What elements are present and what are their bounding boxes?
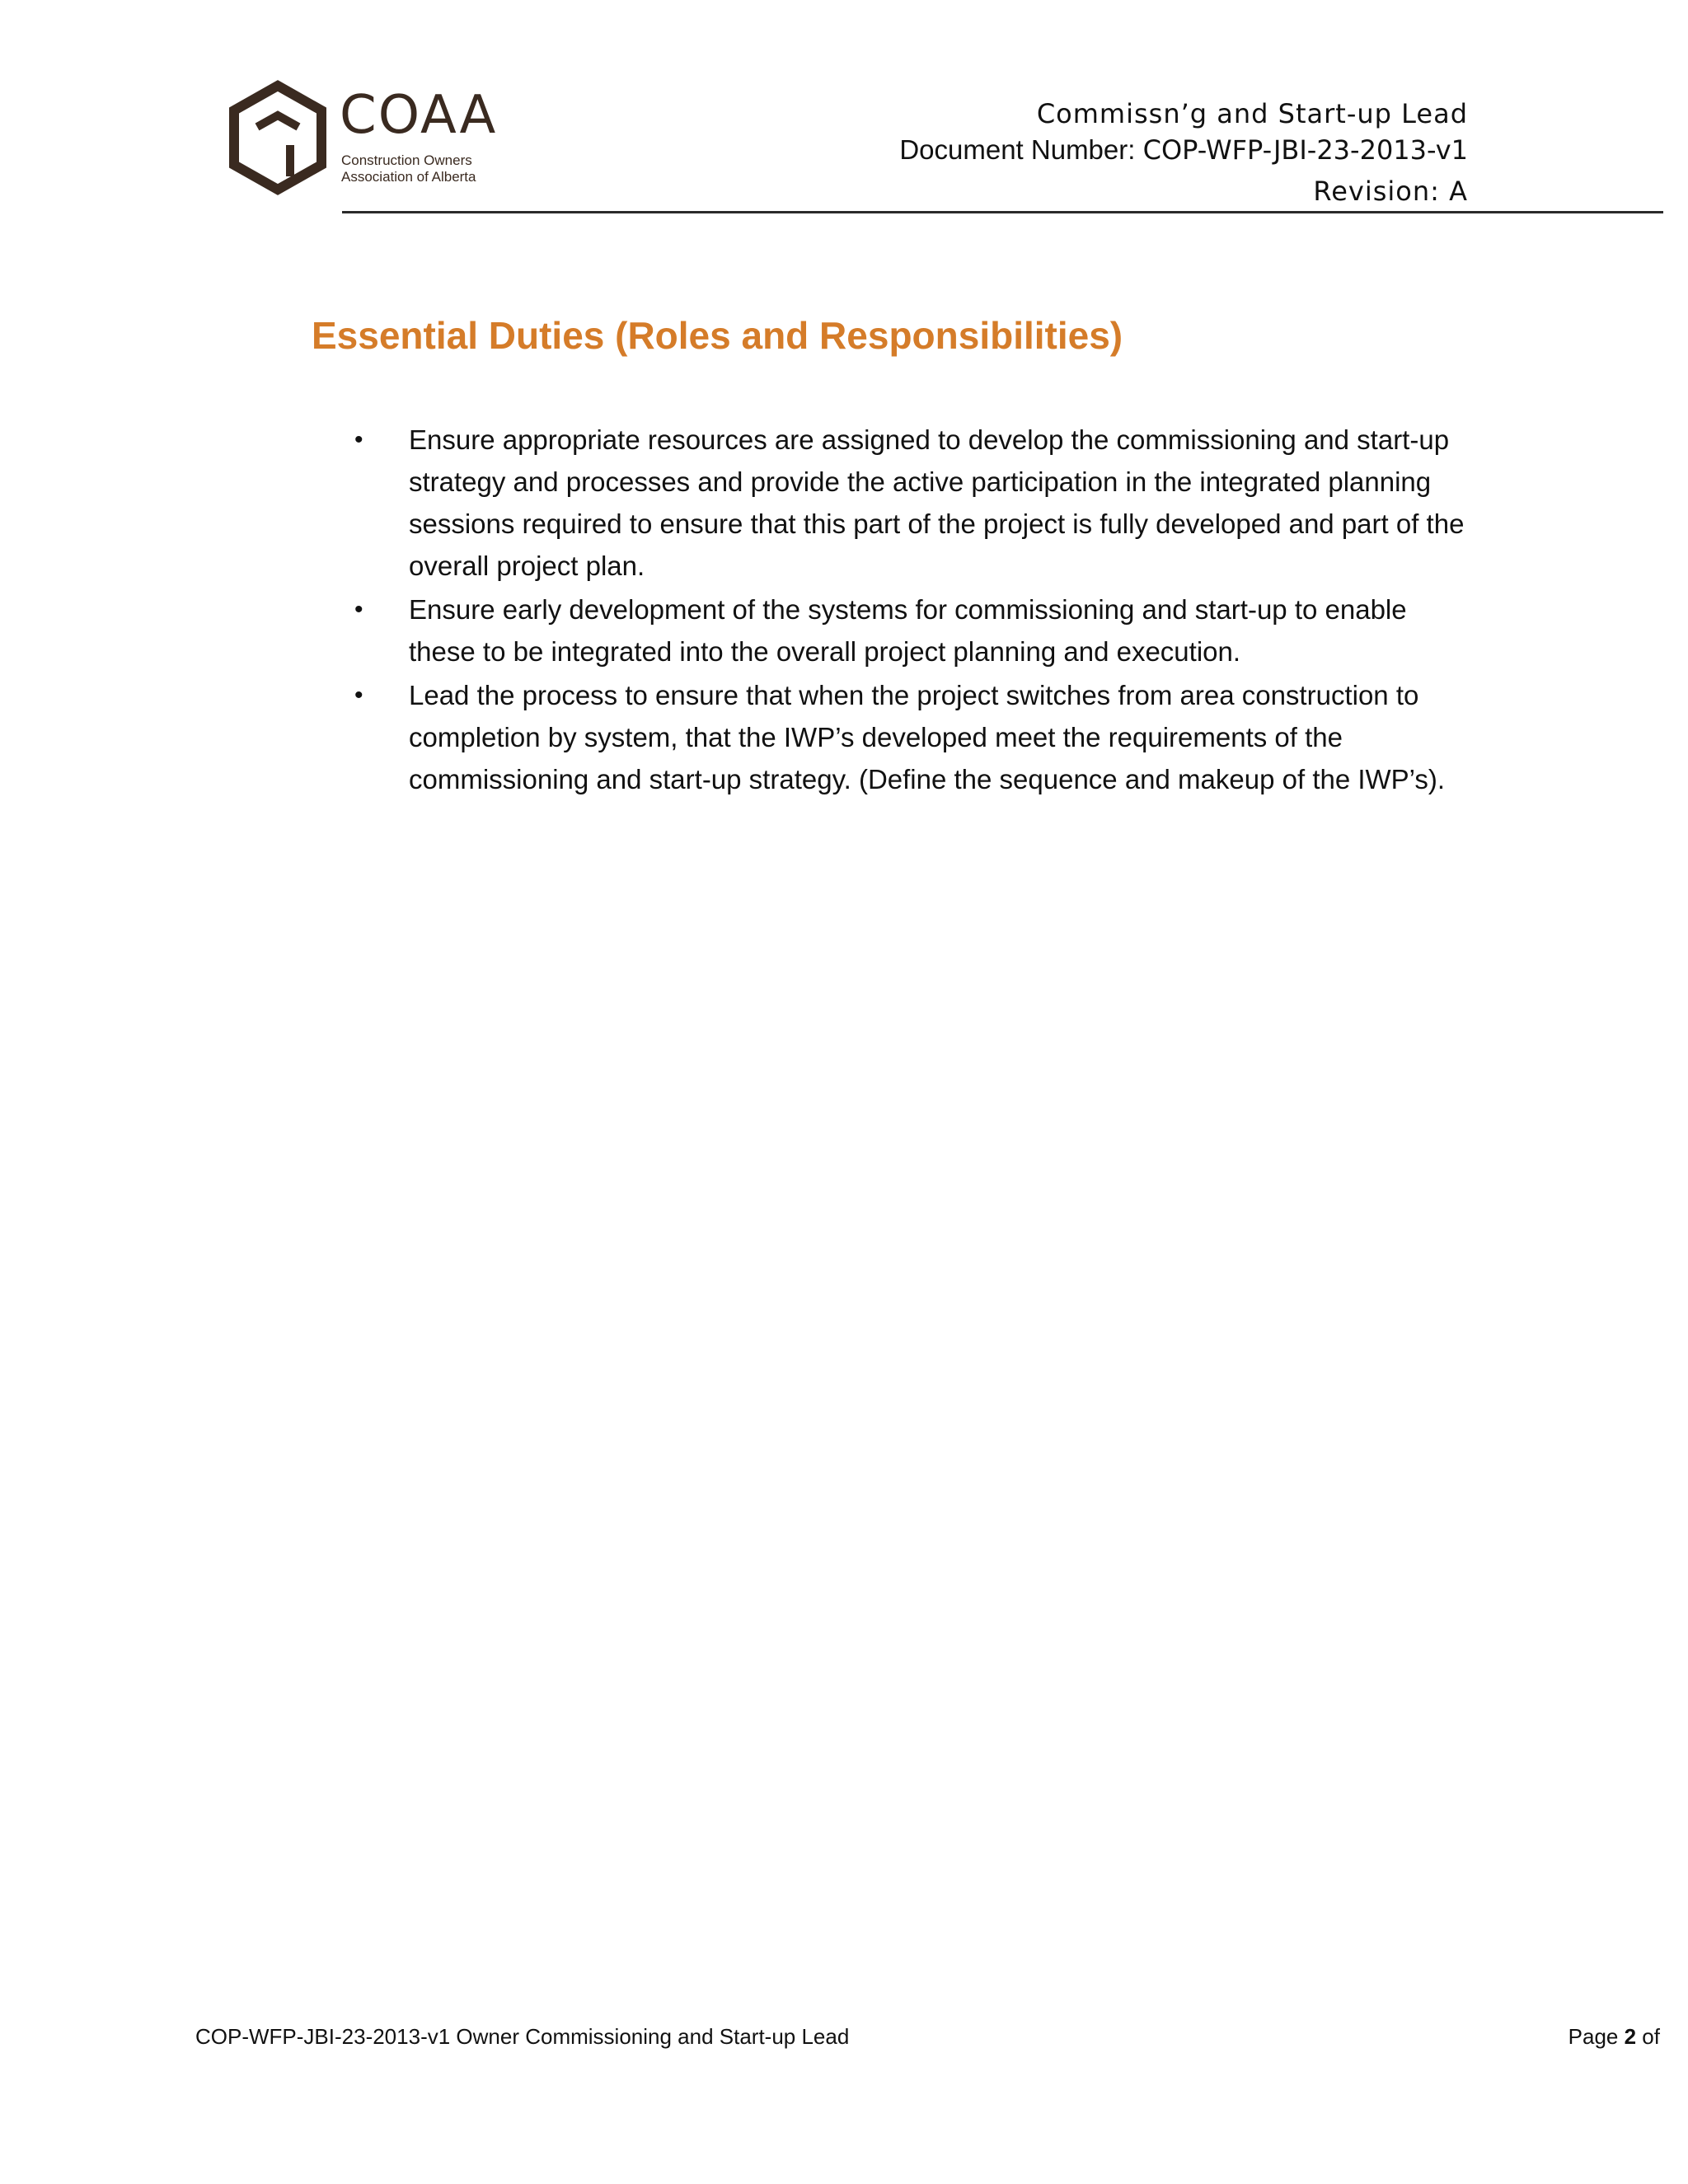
bullet-icon: • <box>354 682 363 709</box>
list-item <box>354 674 1480 800</box>
page-suffix: of <box>1636 2024 1660 2049</box>
page-label: Page <box>1568 2024 1625 2049</box>
list-item <box>354 419 1480 587</box>
bullet-icon: • <box>354 426 363 453</box>
document-number-value: COP-WFP-JBI-23-2013-v1 <box>1142 134 1468 166</box>
header-revision: Revision: A <box>1313 176 1468 207</box>
header-divider <box>342 211 1663 213</box>
bullet-icon: • <box>354 596 363 623</box>
duties-list <box>354 419 1480 802</box>
section-heading: Essential Duties (Roles and Responsibilities) <box>312 314 1123 357</box>
page-number: 2 <box>1624 2024 1637 2049</box>
hexagon-logo-icon <box>224 79 331 203</box>
footer-document-title: COP-WFP-JBI-23-2013-v1 Owner Commissioning and Start-up Lead <box>195 2024 850 2049</box>
logo-subtitle-line1: Construction Owners <box>341 152 472 168</box>
coaa-logo <box>224 79 496 203</box>
logo-title: COAA <box>340 85 498 146</box>
list-item-text: Ensure appropriate resources are assigned to develop the commissioning and start-up strategy and processes and provide the active participation in the integrated planning sessions required to ensure that this part of the project is fully developed and part of the overall project plan. <box>409 424 1465 581</box>
header-document-number <box>899 132 1468 168</box>
list-item-text: Ensure early development of the systems for commissioning and start-up to enable these to be integrated into the overall project planning and execution. <box>409 594 1407 667</box>
document-number-label: Document Number: <box>899 134 1143 165</box>
header-title: Commissn’g and Start-up Lead <box>1036 98 1468 129</box>
footer-page-number <box>1568 2024 1660 2050</box>
logo-subtitle-line2: Association of Alberta <box>341 169 476 185</box>
document-header <box>899 96 1468 209</box>
list-item <box>354 588 1480 673</box>
list-item-text: Lead the process to ensure that when the project switches from area construction to completion by system, that the IWP’s developed meet the requirements of the commissioning and start-up strategy. (Define the sequence and makeup of the IWP’s). <box>409 680 1446 794</box>
